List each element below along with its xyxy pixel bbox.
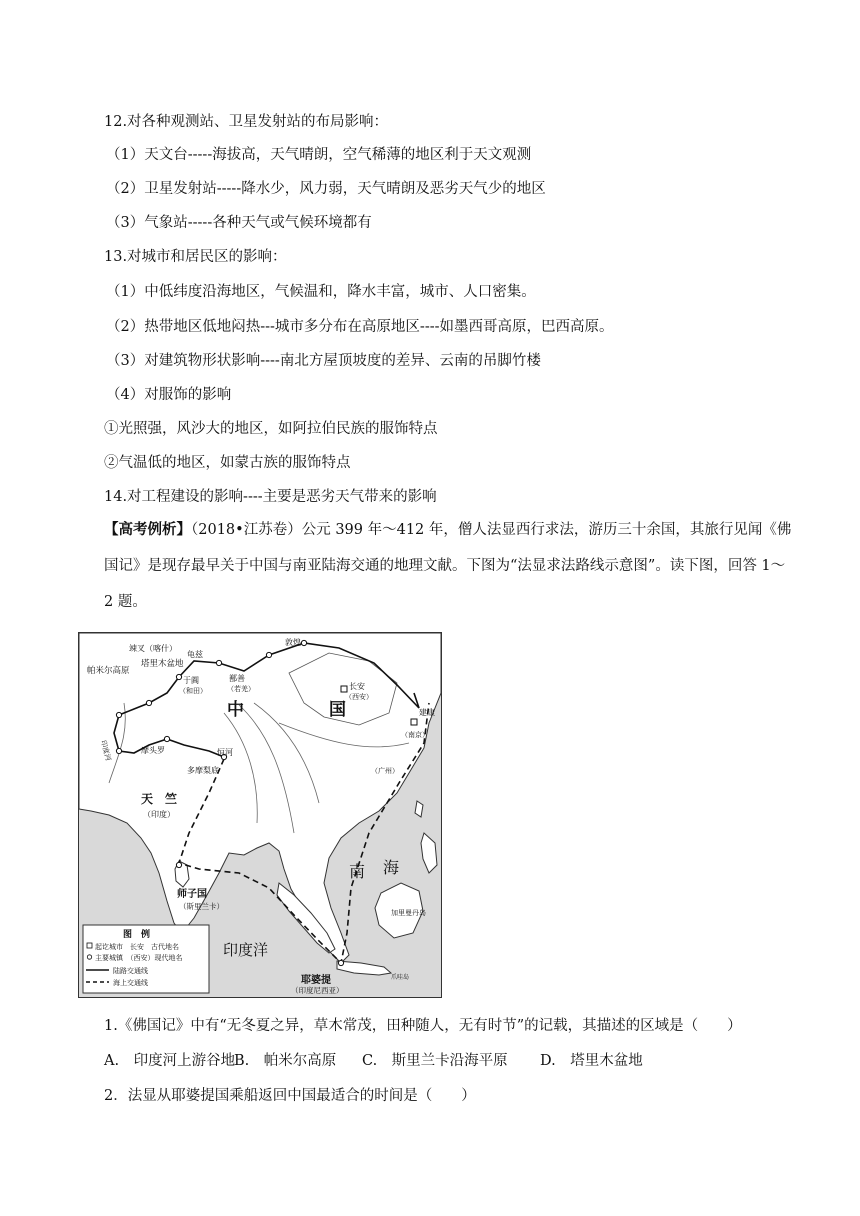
label-shizi-modern: （斯里兰卡）	[179, 902, 224, 911]
label-tianzhu-modern: （印度）	[143, 810, 175, 819]
label-nanhai-1: 南	[349, 862, 366, 881]
label-kalimantan: 加里曼丹岛	[391, 909, 426, 917]
option-b[interactable]: B. 帕米尔高原	[234, 1053, 337, 1069]
legend-row-2: 主要城镇 （西安）现代地名	[95, 954, 183, 962]
label-java: 爪哇岛	[391, 974, 410, 981]
section-13-item-4: （4）对服饰的影响	[106, 387, 232, 403]
section-13-item-2: （2）热带地区低地闷热---城市多分布在高原地区----如墨西哥高原，巴西高原。	[106, 319, 614, 335]
option-c[interactable]: C. 斯里兰卡沿海平原	[362, 1053, 508, 1069]
question-2: 2．法显从耶婆提国乘船返回中国最适合的时间是（ ）	[104, 1088, 476, 1104]
exam-label: 【高考例析】	[104, 521, 191, 538]
map-legend	[83, 925, 209, 993]
section-12-item-2: （2）卫星发射站-----降水少，风力弱，天气晴朗及恶劣天气少的地区	[106, 181, 546, 197]
label-jiashi: 恒河	[217, 748, 233, 757]
section-13-heading: 13.对城市和居民区的影响：	[104, 249, 287, 265]
legend-row-1: 起讫城市 长安 古代地名	[95, 943, 179, 951]
question-1: 1.《佛国记》中有“无冬夏之异，草木常茂，田种随人，无有时节”的记载，其描述的区域是（ ）	[104, 1018, 742, 1034]
label-china-2: 国	[329, 700, 346, 720]
label-motouluo: 摩头罗	[141, 746, 165, 755]
label-indian-ocean: 印度洋	[223, 941, 269, 959]
label-tarim: 塔里木盆地	[141, 659, 184, 669]
label-nanhai-2: 海	[383, 858, 400, 877]
label-guangzhou: （广州）	[371, 767, 399, 775]
section-14: 14.对工程建设的影响----主要是恶劣天气带来的影响	[104, 489, 437, 505]
question-1-options	[104, 1051, 670, 1071]
legend-title: 图 例	[123, 930, 151, 940]
section-13-item-6: ②气温低的地区，如蒙古族的服饰特点	[104, 455, 351, 471]
label-changan-modern: （西安）	[345, 693, 373, 701]
label-dunhuang: 敦煌	[285, 638, 301, 647]
exam-paragraph	[104, 512, 794, 620]
label-china-1: 中	[227, 700, 244, 720]
label-guizi: 龟兹	[187, 650, 203, 659]
label-shanshan-modern: （若羌）	[227, 685, 255, 693]
option-a[interactable]: A. 印度河上游谷地	[104, 1053, 236, 1069]
label-duomoli: 多摩梨底	[187, 766, 219, 775]
section-13-item-3: （3）对建筑物形状影响----南北方屋顶坡度的差异、云南的吊脚竹楼	[106, 353, 541, 369]
section-13-item-5: ①光照强，风沙大的地区，如阿拉伯民族的服饰特点	[104, 421, 438, 437]
route-map	[78, 632, 442, 998]
exam-text: （2018•江苏卷）公元 399 年～412 年，僧人法显西行求法，游历三十余国，其旅行见闻《佛国记》是现存最早关于中国与南亚陆海交通的地理文献。下图为“法显求法路线示意图”。读下图，回答 1～2 题。	[104, 522, 792, 610]
section-12-item-1: （1）天文台-----海拔高，天气晴朗，空气稀薄的地区利于天文观测	[106, 147, 532, 163]
label-jiankang-modern: （南京）	[401, 731, 429, 739]
section-13-item-1: （1）中低纬度沿海地区，气候温和，降水丰富，城市、人口密集。	[106, 284, 536, 300]
label-yutian: 于阗	[183, 676, 199, 685]
label-yepoti: 耶婆提	[301, 975, 331, 986]
label-yutian-modern: （和田）	[179, 687, 207, 695]
label-yepoti-modern: （印度尼西亚）	[291, 986, 344, 995]
label-jiankang: 建康	[419, 708, 435, 717]
label-shanshan: 鄯善	[229, 674, 245, 683]
section-12-heading: 12.对各种观测站、卫星发射站的布局影响：	[104, 114, 389, 130]
option-d[interactable]: D. 塔里木盆地	[540, 1053, 643, 1069]
label-shule: 竦叉（喀什）	[129, 644, 177, 653]
label-indus: 印度河	[99, 739, 113, 762]
legend-row-3: 陆路交通线	[113, 967, 148, 975]
label-shizi: 师子国	[177, 889, 207, 900]
label-changan: 长安	[349, 682, 365, 691]
section-12-item-3: （3）气象站-----各种天气或气候环境都有	[106, 215, 372, 231]
label-pamir: 帕米尔高原	[87, 666, 130, 676]
label-tianzhu: 天 竺	[141, 792, 178, 806]
legend-row-4: 海上交通线	[113, 979, 148, 987]
